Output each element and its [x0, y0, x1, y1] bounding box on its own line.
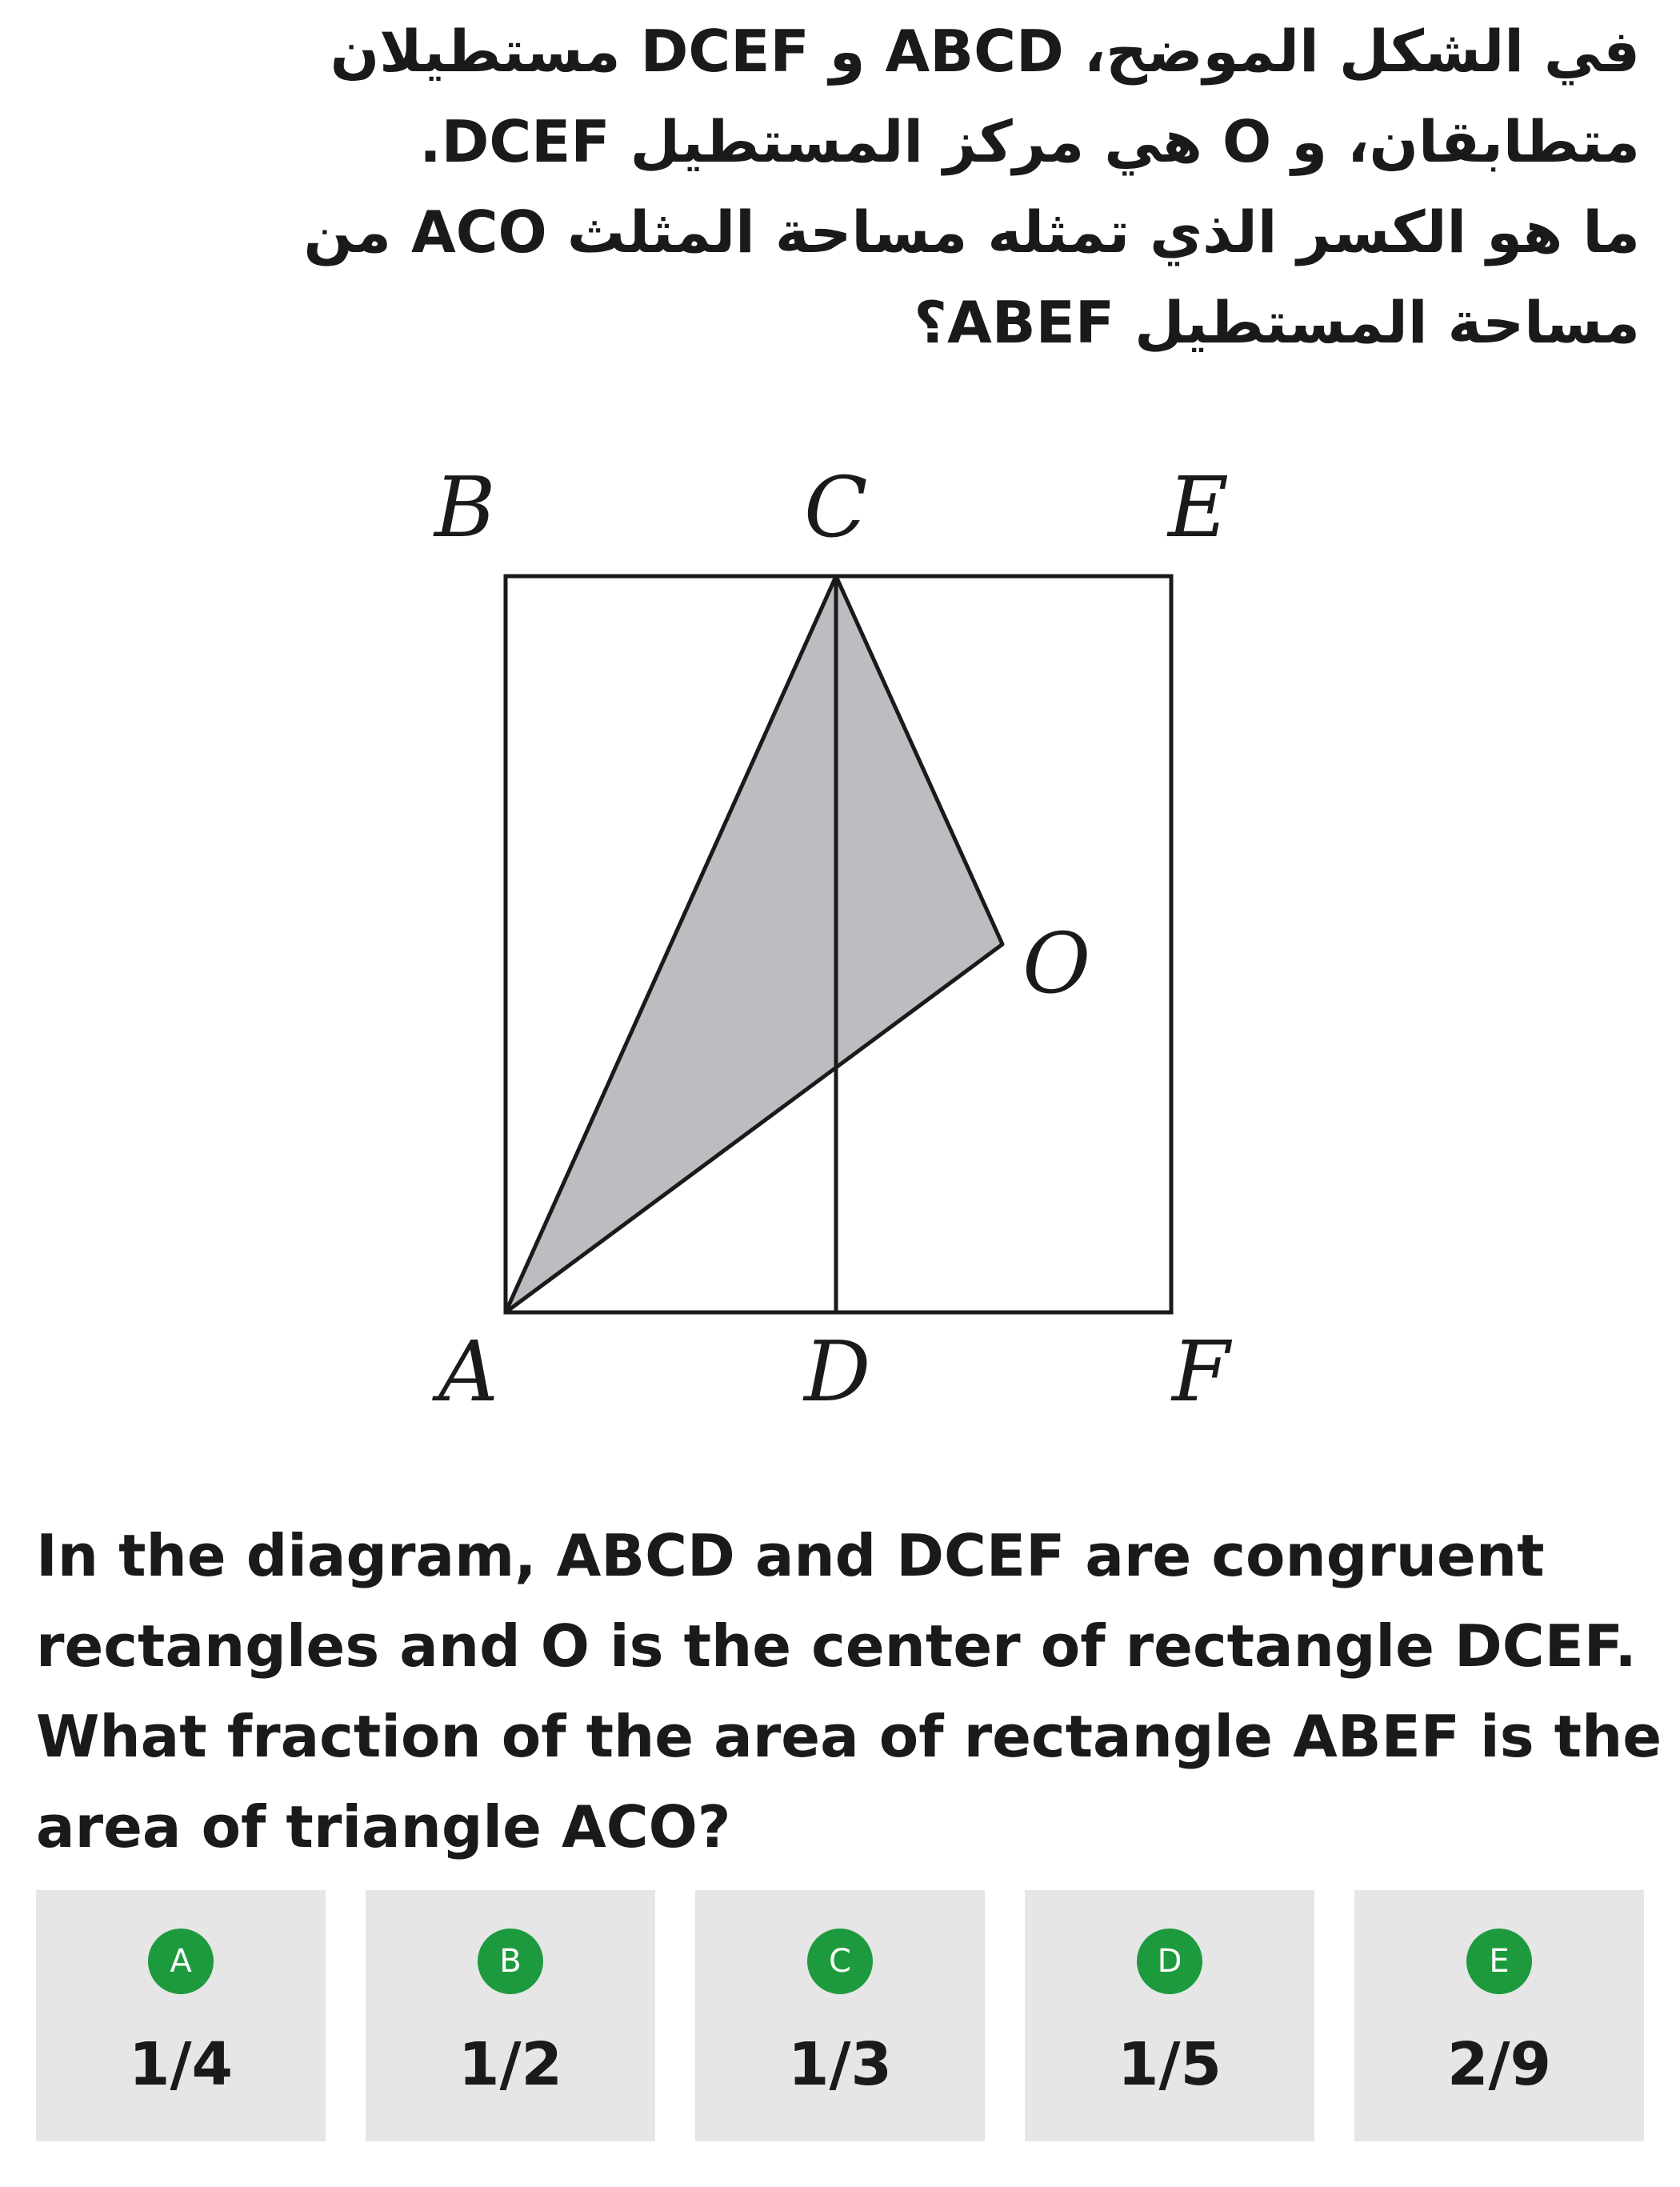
question-english-line: area of triangle ACO?	[36, 1793, 731, 1861]
choice-value: 2/9	[1446, 2030, 1551, 2099]
question-english-line: What fraction of the area of rectangle ABEF is the	[36, 1703, 1662, 1770]
choice-c[interactable]	[695, 1890, 985, 2141]
choice-value: 1/4	[128, 2030, 233, 2099]
geometry-diagram	[400, 448, 1280, 1456]
choice-e[interactable]	[1354, 1890, 1644, 2141]
choice-letter-badge: C	[807, 1929, 873, 1994]
choice-value: 1/2	[458, 2030, 562, 2099]
label-b: B	[434, 459, 496, 556]
question-arabic-line: مساحة المستطيل ABEF؟	[914, 289, 1640, 356]
label-c: C	[804, 459, 868, 556]
answer-choices	[36, 1890, 1644, 2141]
label-d: D	[804, 1323, 871, 1420]
question-english-line: In the diagram, ABCD and DCEF are congruent	[36, 1522, 1545, 1589]
choice-letter-badge: E	[1466, 1929, 1532, 1994]
choice-letter-badge: A	[148, 1929, 214, 1994]
question-english	[36, 1511, 1662, 1873]
question-arabic	[192, 6, 1640, 368]
choice-a[interactable]	[36, 1890, 326, 2141]
question-english-line: rectangles and O is the center of rectangle DCEF.	[36, 1612, 1637, 1680]
choice-value: 1/5	[1117, 2030, 1222, 2099]
choice-d[interactable]	[1025, 1890, 1314, 2141]
label-f: F	[1172, 1323, 1230, 1420]
question-arabic-line: متطابقان، و O هي مركز المستطيل DCEF.	[419, 108, 1640, 175]
triangle-aco	[506, 576, 1002, 1312]
label-o: O	[1022, 915, 1091, 1012]
choice-value: 1/3	[787, 2030, 892, 2099]
label-a: A	[438, 1323, 499, 1420]
question-arabic-line: في الشكل الموضح، ABCD و DCEF مستطيلان	[330, 18, 1640, 85]
choice-letter-badge: B	[478, 1929, 543, 1994]
choice-b[interactable]	[366, 1890, 655, 2141]
label-e: E	[1168, 459, 1229, 556]
choice-letter-badge: D	[1137, 1929, 1202, 1994]
question-arabic-line: ما هو الكسر الذي تمثله مساحة المثلث ACO من	[303, 198, 1640, 266]
